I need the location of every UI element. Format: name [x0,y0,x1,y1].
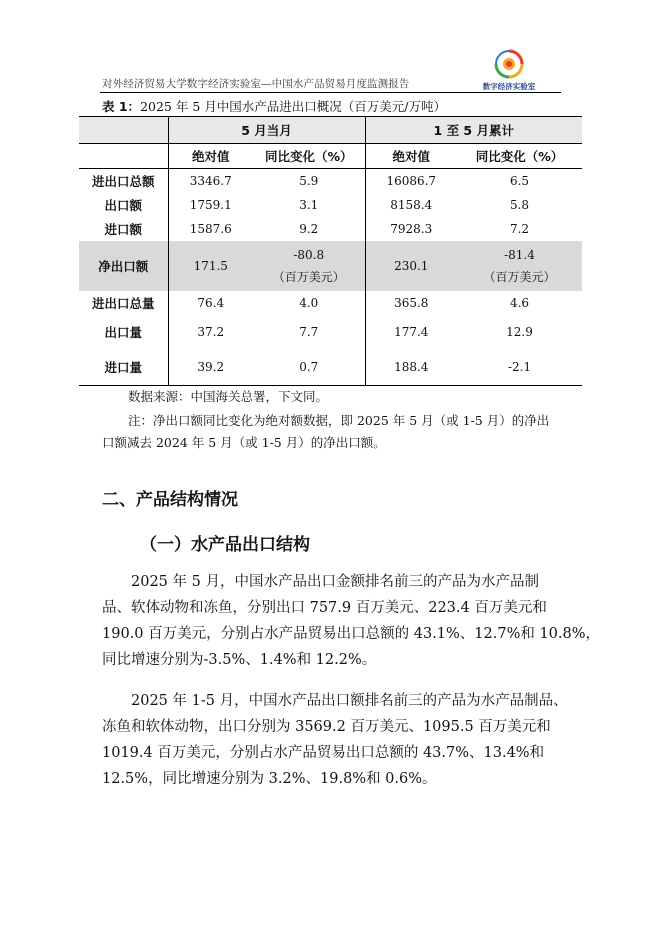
table-cell: 7.7 [299,324,319,339]
group-header-jan-may: 1 至 5 月累计 [365,117,582,144]
table-cell: 9.2 [299,222,319,236]
row-label: 出口量 [104,324,142,340]
table-cell: 188.4 [365,348,457,386]
footnote-line-1: 注：净出口额同比变化为绝对额数据，即 2025 年 5 月（或 1-5 月）的净出 [128,413,550,428]
lab-logo-label: 数字经济实验室 [482,82,536,91]
table-cell: 171.5 [168,241,253,291]
section-heading: 二、产品结构情况 [102,490,238,510]
lab-logo-icon [494,49,524,79]
table-row [79,217,582,241]
table-sub-header-row [79,144,582,169]
row-label: 进出口总量 [91,296,155,311]
table-row [79,315,582,348]
table-cell: 3.1 [299,198,319,212]
table-cell-unit: （百万美元） [483,269,556,284]
table-cell-unit: （百万美元） [272,269,345,284]
paragraph-cumulative-exports [102,688,567,792]
table-cell: 177.4 [365,315,457,348]
header-divider [100,92,561,93]
table-cell: 76.4 [168,291,253,315]
paragraph-line: 1019.4 百万美元，分别占水产品贸易出口总额的 43.7%、13.4%和 [102,745,545,761]
table-cell: 4.6 [509,296,530,310]
table-cell: 365.8 [365,291,457,315]
table-cell: 37.2 [168,315,253,348]
row-label: 出口额 [104,198,142,213]
table-cell: 12.9 [506,324,533,339]
table-cell: 7928.3 [365,217,457,241]
table-cell: 230.1 [365,241,457,291]
table-row-highlighted [79,241,582,291]
paragraph-line: 品、软体动物和冻鱼，分别出口 757.9 百万美元、223.4 百万美元和 [102,600,547,616]
paragraph-line: 2025 年 5 月，中国水产品出口金额排名前三的产品为水产品制 [102,574,539,590]
paragraph-may-exports [102,569,601,673]
table-row [79,348,582,386]
table-cell: 0.7 [253,348,365,386]
paragraph-line: 冻鱼和软体动物，出口分别为 3569.2 百万美元、1095.5 百万美元和 [102,719,551,735]
paragraph-line: 同比增速分别为-3.5%、1.4%和 12.2%。 [102,652,377,668]
paragraph-line: 190.0 百万美元，分别占水产品贸易出口总额的 43.1%、12.7%和 10.8%， [102,626,601,642]
lab-logo [474,49,544,93]
table-cell: 4.0 [299,296,319,310]
table-row [79,169,582,194]
paragraph-line: 2025 年 1-5 月，中国水产品出口额排名前三的产品为水产品制品、 [102,693,568,709]
table-cell-with-unit [457,241,582,291]
sub-header-absolute-cumulative: 绝对值 [365,144,457,169]
table-cell: 5.9 [253,169,365,194]
row-label: 进出口总额 [79,169,168,194]
table-cell-value: -81.4 [504,247,535,262]
table-cell: 3346.7 [168,169,253,194]
data-source-note: 数据来源：中国海关总署，下文同。 [128,389,329,404]
table-cell: 7.2 [509,222,530,236]
table-cell: 1759.1 [168,193,253,217]
row-label: 进口额 [104,222,142,237]
paragraph-line: 12.5%，同比增速分别为 3.2%、19.8%和 0.6%。 [102,771,437,787]
table-cell-with-unit [253,241,365,291]
table-corner-cell [79,117,168,144]
table-cell: 1587.6 [168,217,253,241]
group-header-may: 5 月当月 [168,117,365,144]
table-caption-prefix: 表 1： [102,99,141,114]
table-cell: 16086.7 [365,169,457,194]
table-cell: 8158.4 [365,193,457,217]
table-cell: 39.2 [168,348,253,386]
table-row [79,193,582,217]
row-label: 进口量 [79,348,168,386]
table-group-header-row [79,117,582,144]
table-cell: -2.1 [457,348,582,386]
report-header-title: 对外经济贸易大学数字经济实验室—中国水产品贸易月度监测报告 [102,78,410,90]
subsection-heading: （一）水产品出口结构 [140,535,310,555]
sub-header-absolute-may: 绝对值 [168,144,253,169]
table-cell-value: -80.8 [293,247,325,262]
trade-overview-table [79,116,582,386]
footnote-line-2: 口额减去 2024 年 5 月（或 1-5 月）的净出口额。 [102,435,386,450]
table-caption-title: 2025 年 5 月中国水产品进出口概况（百万美元/万吨） [140,99,446,114]
row-label: 净出口额 [79,241,168,291]
sub-header-empty [79,144,168,169]
table-row [79,291,582,315]
table-caption [102,97,446,115]
sub-header-yoy-cumulative: 同比变化（%） [457,144,582,169]
sub-header-yoy-may: 同比变化（%） [253,144,365,169]
table-cell: 6.5 [457,169,582,194]
table-cell: 5.8 [509,198,530,212]
